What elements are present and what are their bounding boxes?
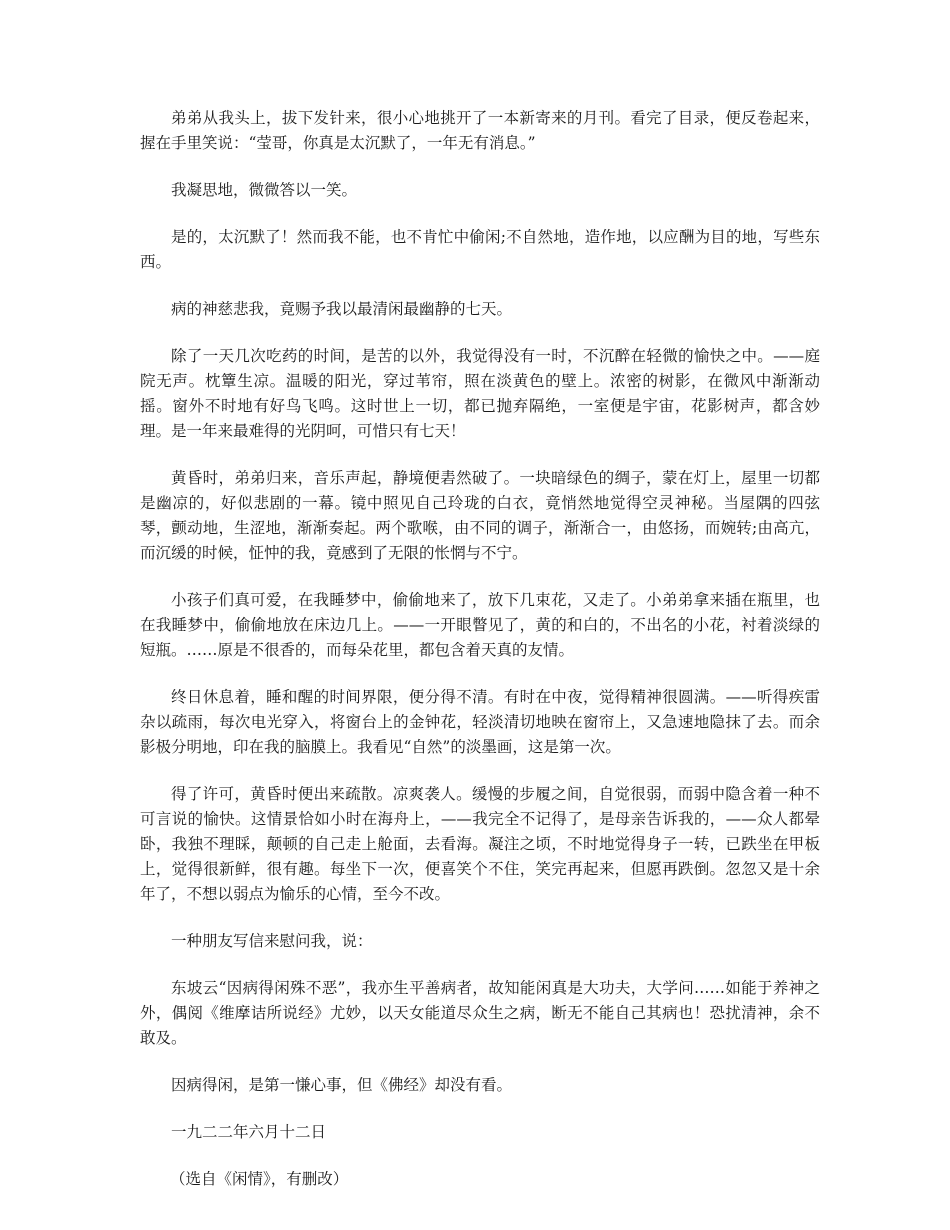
paragraph-12: 因病得闲，是第一慊心事，但《佛经》却没有看。 [171,1076,513,1094]
paragraph-10: 一种朋友写信来慰问我，说： [171,932,373,950]
paragraph-2: 我凝思地，微微答以一笑。 [171,181,358,199]
document-body [140,106,820,1214]
source-note: （选自《闲情》，有删改） [170,1170,349,1188]
paragraph-11: 东坡云“因病得闲殊不恶”，我亦生平善病者，故知能闲真是大功夫，大学问……如能于养神之外，偶阅《维摩诘所说经》尤妙，以天女能道尽众生之病，断无不能自己其病也！恐扰清神，余不敢及。 [140,979,820,1047]
paragraph-4: 病的神慈悲我，竟赐予我以最清闲最幽静的七天。 [171,300,513,318]
paragraph-8: 终日休息着，睡和醒的时间界限，便分得不清。有时在中夜，觉得精神很圆满。——听得疾雷杂以疏雨，每次电光穿入，将窗台上的金钟花，轻淡清切地映在窗帘上，又急速地隐抹了去。而余影极分明地，印在我的脑膜上。我看见“自然”的淡墨画，这是第一次。 [140,688,820,756]
paragraph-9: 得了许可，黄昏时便出来疏散。凉爽袭人。缓慢的步履之间，自觉很弱，而弱中隐含着一种不可言说的愉快。这情景恰如小时在海舟上，——我完全不记得了，是母亲告诉我的，——众人都晕卧，我独不理睬，颠顿的自己走上舱面，去看海。凝注之顷，不时地觉得身子一转，已跌坐在甲板上，觉得很新鲜，很有趣。每坐下一次，便喜笑个不住，笑完再起来，但愿再跌倒。忽忽又是十余年了，不想以弱点为愉乐的心情，至今不改。 [140,785,820,903]
paragraph-5: 除了一天几次吃药的时间，是苦的以外，我觉得没有一时，不沉醉在轻微的愉快之中。——庭院无声。枕簟生凉。温暖的阳光，穿过苇帘，照在淡黄色的壁上。浓密的树影，在微风中渐渐动摇。窗外不时地有好鸟飞鸣。这时世上一切，都已抛弃隔绝，一室便是宇宙，花影树声，都含妙理。是一年来最难得的光阴呵，可惜只有七天！ [140,347,820,440]
paragraph-1: 弟弟从我头上，拔下发针来，很小心地挑开了一本新寄来的月刊。看完了目录，便反卷起来，握在手里笑说：“莹哥，你真是太沉默了，一年无有消息。” [140,109,820,152]
paragraph-7: 小孩子们真可爱，在我睡梦中，偷偷地来了，放下几束花，又走了。小弟弟拿来插在瓶里，也在我睡梦中，偷偷地放在床边几上。——一开眼瞥见了，黄的和白的，不出名的小花，衬着淡绿的短瓶。……原是不很香的，而每朵花里，都包含着天真的友情。 [140,591,820,659]
date-line: 一九二二年六月十二日 [171,1123,327,1141]
paragraph-3: 是的，太沉默了！然而我不能，也不肯忙中偷闲;不自然地，造作地，以应酬为目的地，写些东西。 [140,228,820,271]
paragraph-6: 黄昏时，弟弟归来，音乐声起，静境便砉然破了。一块暗绿色的绸子，蒙在灯上，屋里一切都是幽凉的，好似悲剧的一幕。镜中照见自己玲珑的白衣，竟悄然地觉得空灵神秘。当屋隅的四弦琴，颤动地，生涩地，渐渐奏起。两个歌喉，由不同的调子，渐渐合一，由悠扬，而婉转;由高亢，而沉缓的时候，怔忡的我，竟感到了无限的怅惘与不宁。 [140,469,820,562]
